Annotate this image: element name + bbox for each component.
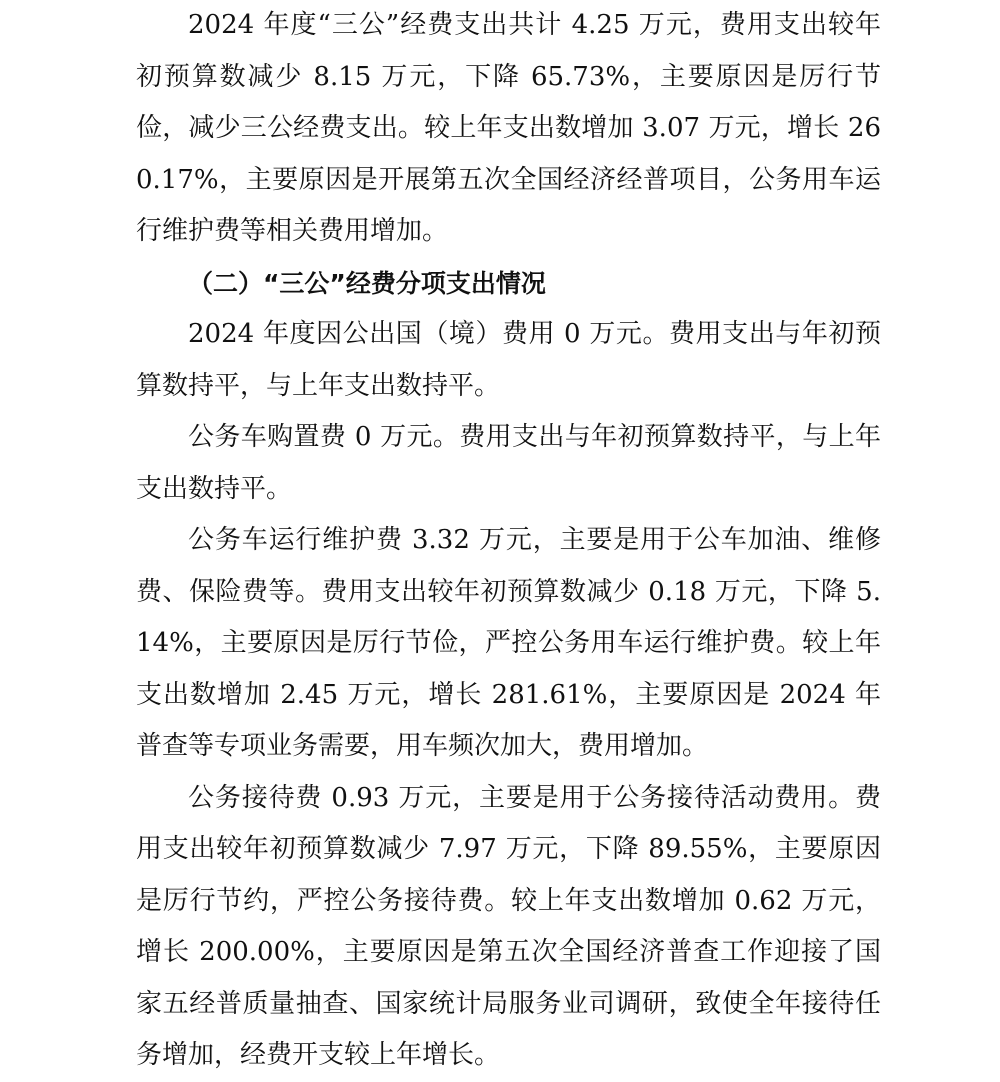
paragraph-total-expenditure: 2024 年度“三公”经费支出共计 4.25 万元，费用支出较年初预算数减少 8.15 万元，下降 65.73%，主要原因是厉行节俭，减少三公经费支出。较上年支出数增加 3.07 万元，增长 260.17%，主要原因是开展第五次全国经济经普项目，公务用车运行维护费等相关费用增加。 bbox=[136, 10, 881, 246]
section-heading-itemized: （二）“三公”经费分项支出情况 bbox=[188, 268, 546, 298]
paragraph-reception: 公务接待费 0.93 万元，主要是用于公务接待活动费用。费用支出较年初预算数减少 7.97 万元，下降 89.55%，主要原因是厉行节约，严控公务接待费。较上年支出数增加 0.62 万元，增长 200.00%，主要原因是第五次全国经济普查工作迎接了国家五经普质量抽查、国家统计局服务业司调研，致使全年接待任务增加，经费开支较上年增长。 bbox=[136, 782, 881, 1070]
paragraph-overseas-travel: 2024 年度因公出国（境）费用 0 万元。费用支出与年初预算数持平，与上年支出数持平。 bbox=[136, 319, 881, 401]
document-page bbox=[136, 0, 881, 1082]
paragraph-vehicle-purchase: 公务车购置费 0 万元。费用支出与年初预算数持平，与上年支出数持平。 bbox=[136, 422, 881, 504]
paragraph-vehicle-maintenance: 公务车运行维护费 3.32 万元，主要是用于公车加油、维修费、保险费等。费用支出较年初预算数减少 0.18 万元，下降 5.14%，主要原因是厉行节俭，严控公务用车运行维护费。较上年支出数增加 2.45 万元，增长 281.61%，主要原因是 2024 年普查等专项业务需要，用车频次加大，费用增加。 bbox=[136, 525, 881, 761]
